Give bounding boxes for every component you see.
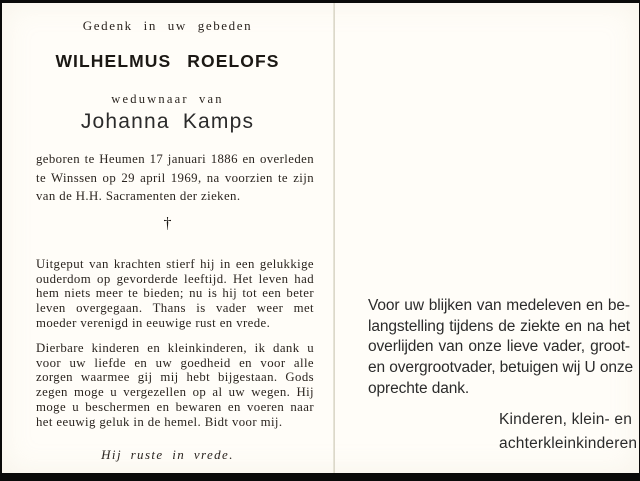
- text-line: te Winssen op 29 april 1969, na voorzien te zijn: [36, 170, 314, 185]
- in-memoriam-paragraph: [36, 257, 314, 331]
- gratitude-paragraph: [36, 341, 314, 429]
- text-line: zorgen waarmee gij mij hebt bijgestaan. Gods: [36, 370, 314, 385]
- life-dates-paragraph: [36, 150, 314, 206]
- cross-icon: †: [163, 215, 172, 232]
- text-line: moge u beschermen en bewaren en voeren naar: [36, 399, 314, 414]
- memorial-page-left: [2, 3, 333, 473]
- text-line: voor uw liefde en uw goedheid en voor alle: [36, 355, 314, 370]
- text-line: Voor uw blijken van medeleven en be-: [368, 297, 630, 314]
- signature-line: Kinderen, klein- en: [499, 411, 633, 428]
- card-paper: [2, 3, 639, 473]
- relation-line: weduwnaar van: [111, 92, 224, 106]
- text-line: zegen moge u vergezellen op al uw wegen. Hij: [36, 385, 314, 400]
- text-line: van de H.H. Sacramenten der zieken.: [36, 189, 241, 204]
- thank-you-page-right: [335, 3, 639, 473]
- acknowledgement-paragraph: [368, 296, 634, 400]
- text-line: Dierbare kinderen en kleinkinderen, ik dank u: [36, 341, 314, 355]
- text-line: hem niets meer te bieden; nu is hij tot een beter: [36, 286, 314, 301]
- text-line: geboren te Heumen 17 januari 1886 en overleden: [36, 152, 314, 166]
- signature-block: [499, 408, 637, 455]
- text-line: langstelling tijdens de ziekte en na het: [368, 317, 630, 335]
- closing-line: Hij ruste in vrede.: [101, 447, 234, 462]
- deceased-name: WILHELMUS ROELOFS: [55, 51, 280, 71]
- signature-line: achterkleinkinderen: [499, 434, 638, 452]
- memorial-header: Gedenk in uw gebeden: [82, 18, 253, 33]
- text-line: en overgrootvader, betuigen wij U onze: [368, 359, 634, 377]
- text-line: ouderdom op gevorderde leeftijd. Het leven had: [36, 271, 314, 286]
- text-line: overlijden van onze lieve vader, groot-: [368, 338, 630, 356]
- text-line: Uitgeput van krachten stierf hij in een gelukkige: [36, 257, 314, 271]
- text-line: leven overgegaan. Thans is vader weer met: [36, 301, 314, 316]
- text-line: het eeuwig geluk in de hemel. Bidt voor mij.: [36, 414, 283, 429]
- text-line: oprechte dank.: [368, 379, 470, 397]
- spouse-name: Johanna Kamps: [80, 110, 255, 133]
- text-line: moeder verenigd in eeuwige rust en vrede.: [36, 315, 271, 330]
